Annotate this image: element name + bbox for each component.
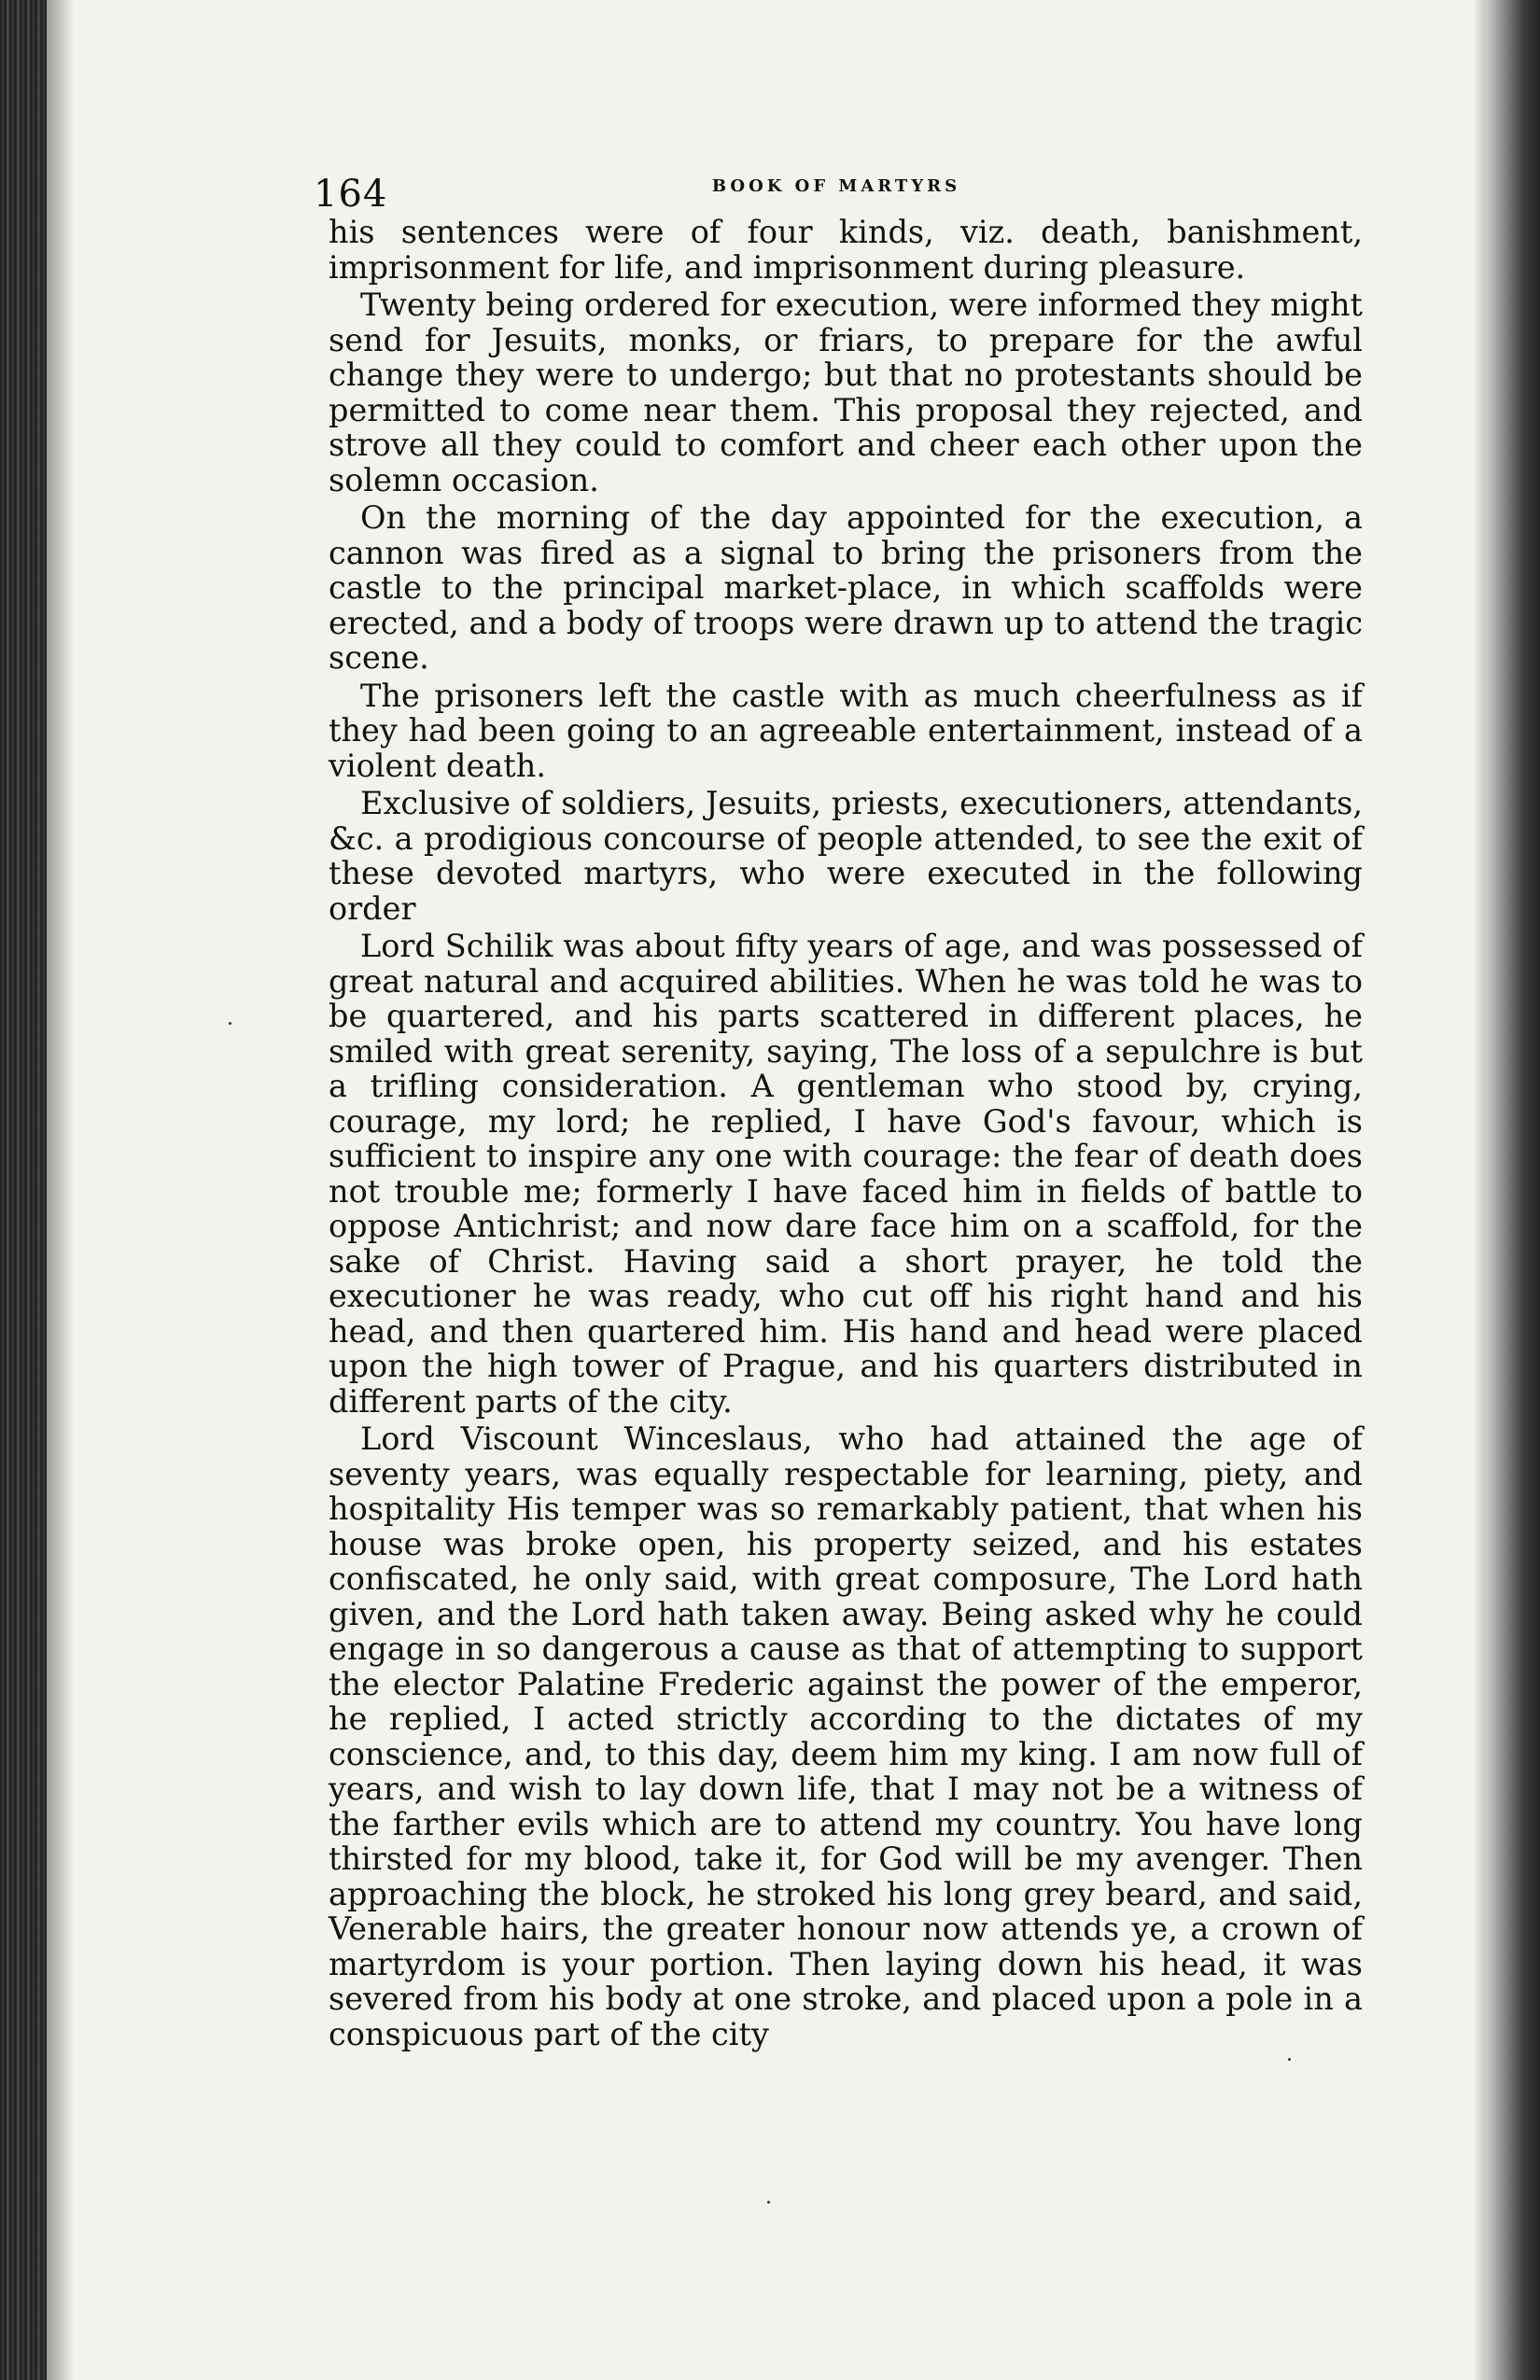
paragraph: Lord Viscount Winceslaus, who had attained the age of seventy years, was equally respectable for learning, piety, and hospitality His temper was so remarkably patient, that when his house was broke open, his property seized, and his estates confiscated, he only said, with great composure, The Lord hath given, and the Lord hath taken away. Being asked why he could engage in so dangerous a cause as that of attempting to support the elector Palatine Frederic against the power of the emperor, he replied, I acted strictly according to the dictates of my conscience, and, to this day, deem him my king. I am now full of years, and wish to lay down life, that I may not be a witness of the farther evils which are to attend my country. You have long thirsted for my blood, take it, for God will be my avenger. Then approaching the block, he stroked his long grey beard, and said, Venerable hairs, the greater honour now attends ye, a crown of martyrdom is your portion. Then laying down his head, it was severed from his body at one stroke, and placed upon a pole in a conspicuous part of the city [329,1421,1363,2052]
paragraph: his sentences were of four kinds, viz. death, banishment, imprisonment for life, and imprisonment during pleasure. [329,214,1363,286]
paragraph: Lord Schilik was about fifty years of age, and was possessed of great natural and acquired abilities. When he was told he was to be quartered, and his parts scattered in different places, he smiled with great serenity, saying, The loss of a sepulchre is but a trifling consideration. A gentleman who stood by, crying, courage, my lord; he replied, I have God's favour, which is sufficient to inspire any one with courage: the fear of death does not trouble me; formerly I have faced him in fields of battle to oppose Antichrist; and now dare face him on a scaffold, for the sake of Christ. Having said a short prayer, he told the executioner he was ready, who cut off his right hand and his head, and then quartered him. His hand and head were placed upon the high tower of Prague, and his quarters distributed in different parts of the city. [329,928,1363,1420]
body-text [329,215,1363,2054]
page-number: 164 [314,173,388,216]
scan-speck [229,1022,231,1025]
running-head: BOOK OF MARTYRS [711,176,961,196]
paragraph: Exclusive of soldiers, Jesuits, priests, executioners, attendants, &c. a prodigious concourse of people attended, to see the exit of these devoted martyrs, who were executed in the following order [329,785,1363,927]
scan-right-edge [1486,0,1540,2380]
scan-speck [1288,2058,1291,2061]
paragraph: The prisoners left the castle with as much cheerfulness as if they had been going to an agreeable entertainment, instead of a violent death. [329,677,1363,784]
scan-right-shadow [1473,0,1486,2380]
scan-speck [767,2201,770,2204]
paragraph: On the morning of the day appointed for the execution, a cannon was fired as a signal to bring the prisoners from the castle to the principal market-place, in which scaffolds were erected, and a body of troops were drawn up to attend the tragic scene. [329,499,1363,676]
scan-left-edge [0,0,47,2380]
paragraph: Twenty being ordered for execution, were informed they might send for Jesuits, monks, or friars, to prepare for the awful change they were to undergo; but that no protestants should be permitted to come near them. This proposal they rejected, and strove all they could to comfort and cheer each other upon the solemn occasion. [329,287,1363,498]
scan-left-shadow [47,0,75,2380]
